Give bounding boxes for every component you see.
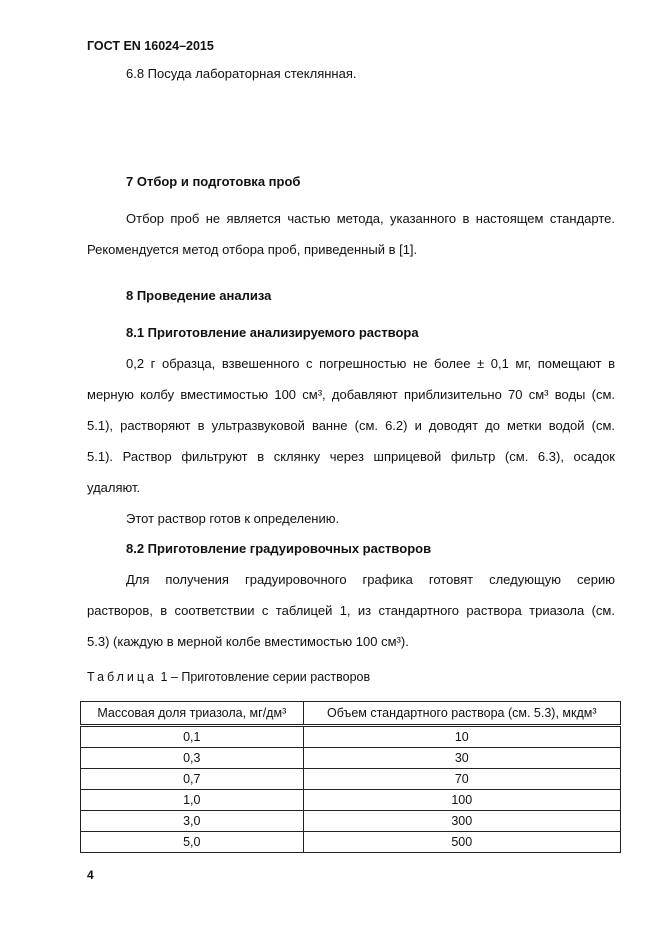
table-header-row (81, 702, 621, 726)
item-6-8: 6.8 Посуда лабораторная стеклянная. (126, 66, 357, 81)
sec8-2-line-2: растворов, в соответствии с таблицей 1, из стандартного раствора триазола (см. (87, 603, 615, 618)
table-cell: 0,3 (81, 748, 304, 769)
table-row (81, 726, 621, 748)
table-cell: 70 (303, 769, 620, 790)
section-8-1-title: 8.1 Приготовление анализируемого раствора (126, 325, 419, 340)
section-8-2-title: 8.2 Приготовление градуировочных растворов (126, 541, 432, 556)
sec8-2-line-1: Для получения градуировочного графика готовят следующую серию (126, 572, 615, 587)
sec7-line-2: Рекомендуется метод отбора проб, приведенный в [1]. (87, 242, 418, 257)
table-cell: 100 (303, 790, 620, 811)
table-row (81, 748, 621, 769)
sec8-1-line-5: удаляют. (87, 480, 141, 495)
table-cell: 500 (303, 832, 620, 853)
table-cell: 1,0 (81, 790, 304, 811)
table-caption-label: Таблица (87, 670, 158, 684)
table-cell: 10 (303, 726, 620, 748)
table-header-mass-fraction: Массовая доля триазола, мг/дм³ (81, 702, 304, 726)
table-cell: 300 (303, 811, 620, 832)
document-header: ГОСТ EN 16024–2015 (87, 39, 214, 53)
table-cell: 30 (303, 748, 620, 769)
table-caption (87, 670, 370, 684)
table-caption-text: 1 – Приготовление серии растворов (157, 670, 371, 684)
sec8-1-paragraph-2: Этот раствор готов к определению. (126, 511, 340, 526)
sec8-1-line-4: 5.1). Раствор фильтруют в склянку через шприцевой фильтр (см. 6.3), осадок (87, 449, 615, 464)
table-row (81, 811, 621, 832)
table-cell: 0,7 (81, 769, 304, 790)
table-cell: 0,1 (81, 726, 304, 748)
page-number: 4 (87, 868, 94, 882)
table-row (81, 832, 621, 853)
section-7-title: 7 Отбор и подготовка проб (126, 174, 301, 189)
sec7-line-1: Отбор проб не является частью метода, указанного в настоящем стандарте. (126, 211, 615, 226)
sec8-1-line-1: 0,2 г образца, взвешенного с погрешностью не более ± 0,1 мг, помещают в (126, 356, 615, 371)
table-row (81, 790, 621, 811)
sec8-2-line-3: 5.3) (каждую в мерной колбе вместимостью 100 см³). (87, 634, 409, 649)
table-cell: 3,0 (81, 811, 304, 832)
table-cell: 5,0 (81, 832, 304, 853)
sec8-1-line-2: мерную колбу вместимостью 100 см³, добавляют приблизительно 70 см³ воды (см. (87, 387, 615, 402)
table-header-volume: Объем стандартного раствора (см. 5.3), мкдм³ (303, 702, 620, 726)
solutions-table (80, 701, 621, 853)
table-row (81, 769, 621, 790)
sec8-1-line-3: 5.1), растворяют в ультразвуковой ванне (см. 6.2) и доводят до метки водой (см. (87, 418, 615, 433)
section-8-title: 8 Проведение анализа (126, 288, 272, 303)
